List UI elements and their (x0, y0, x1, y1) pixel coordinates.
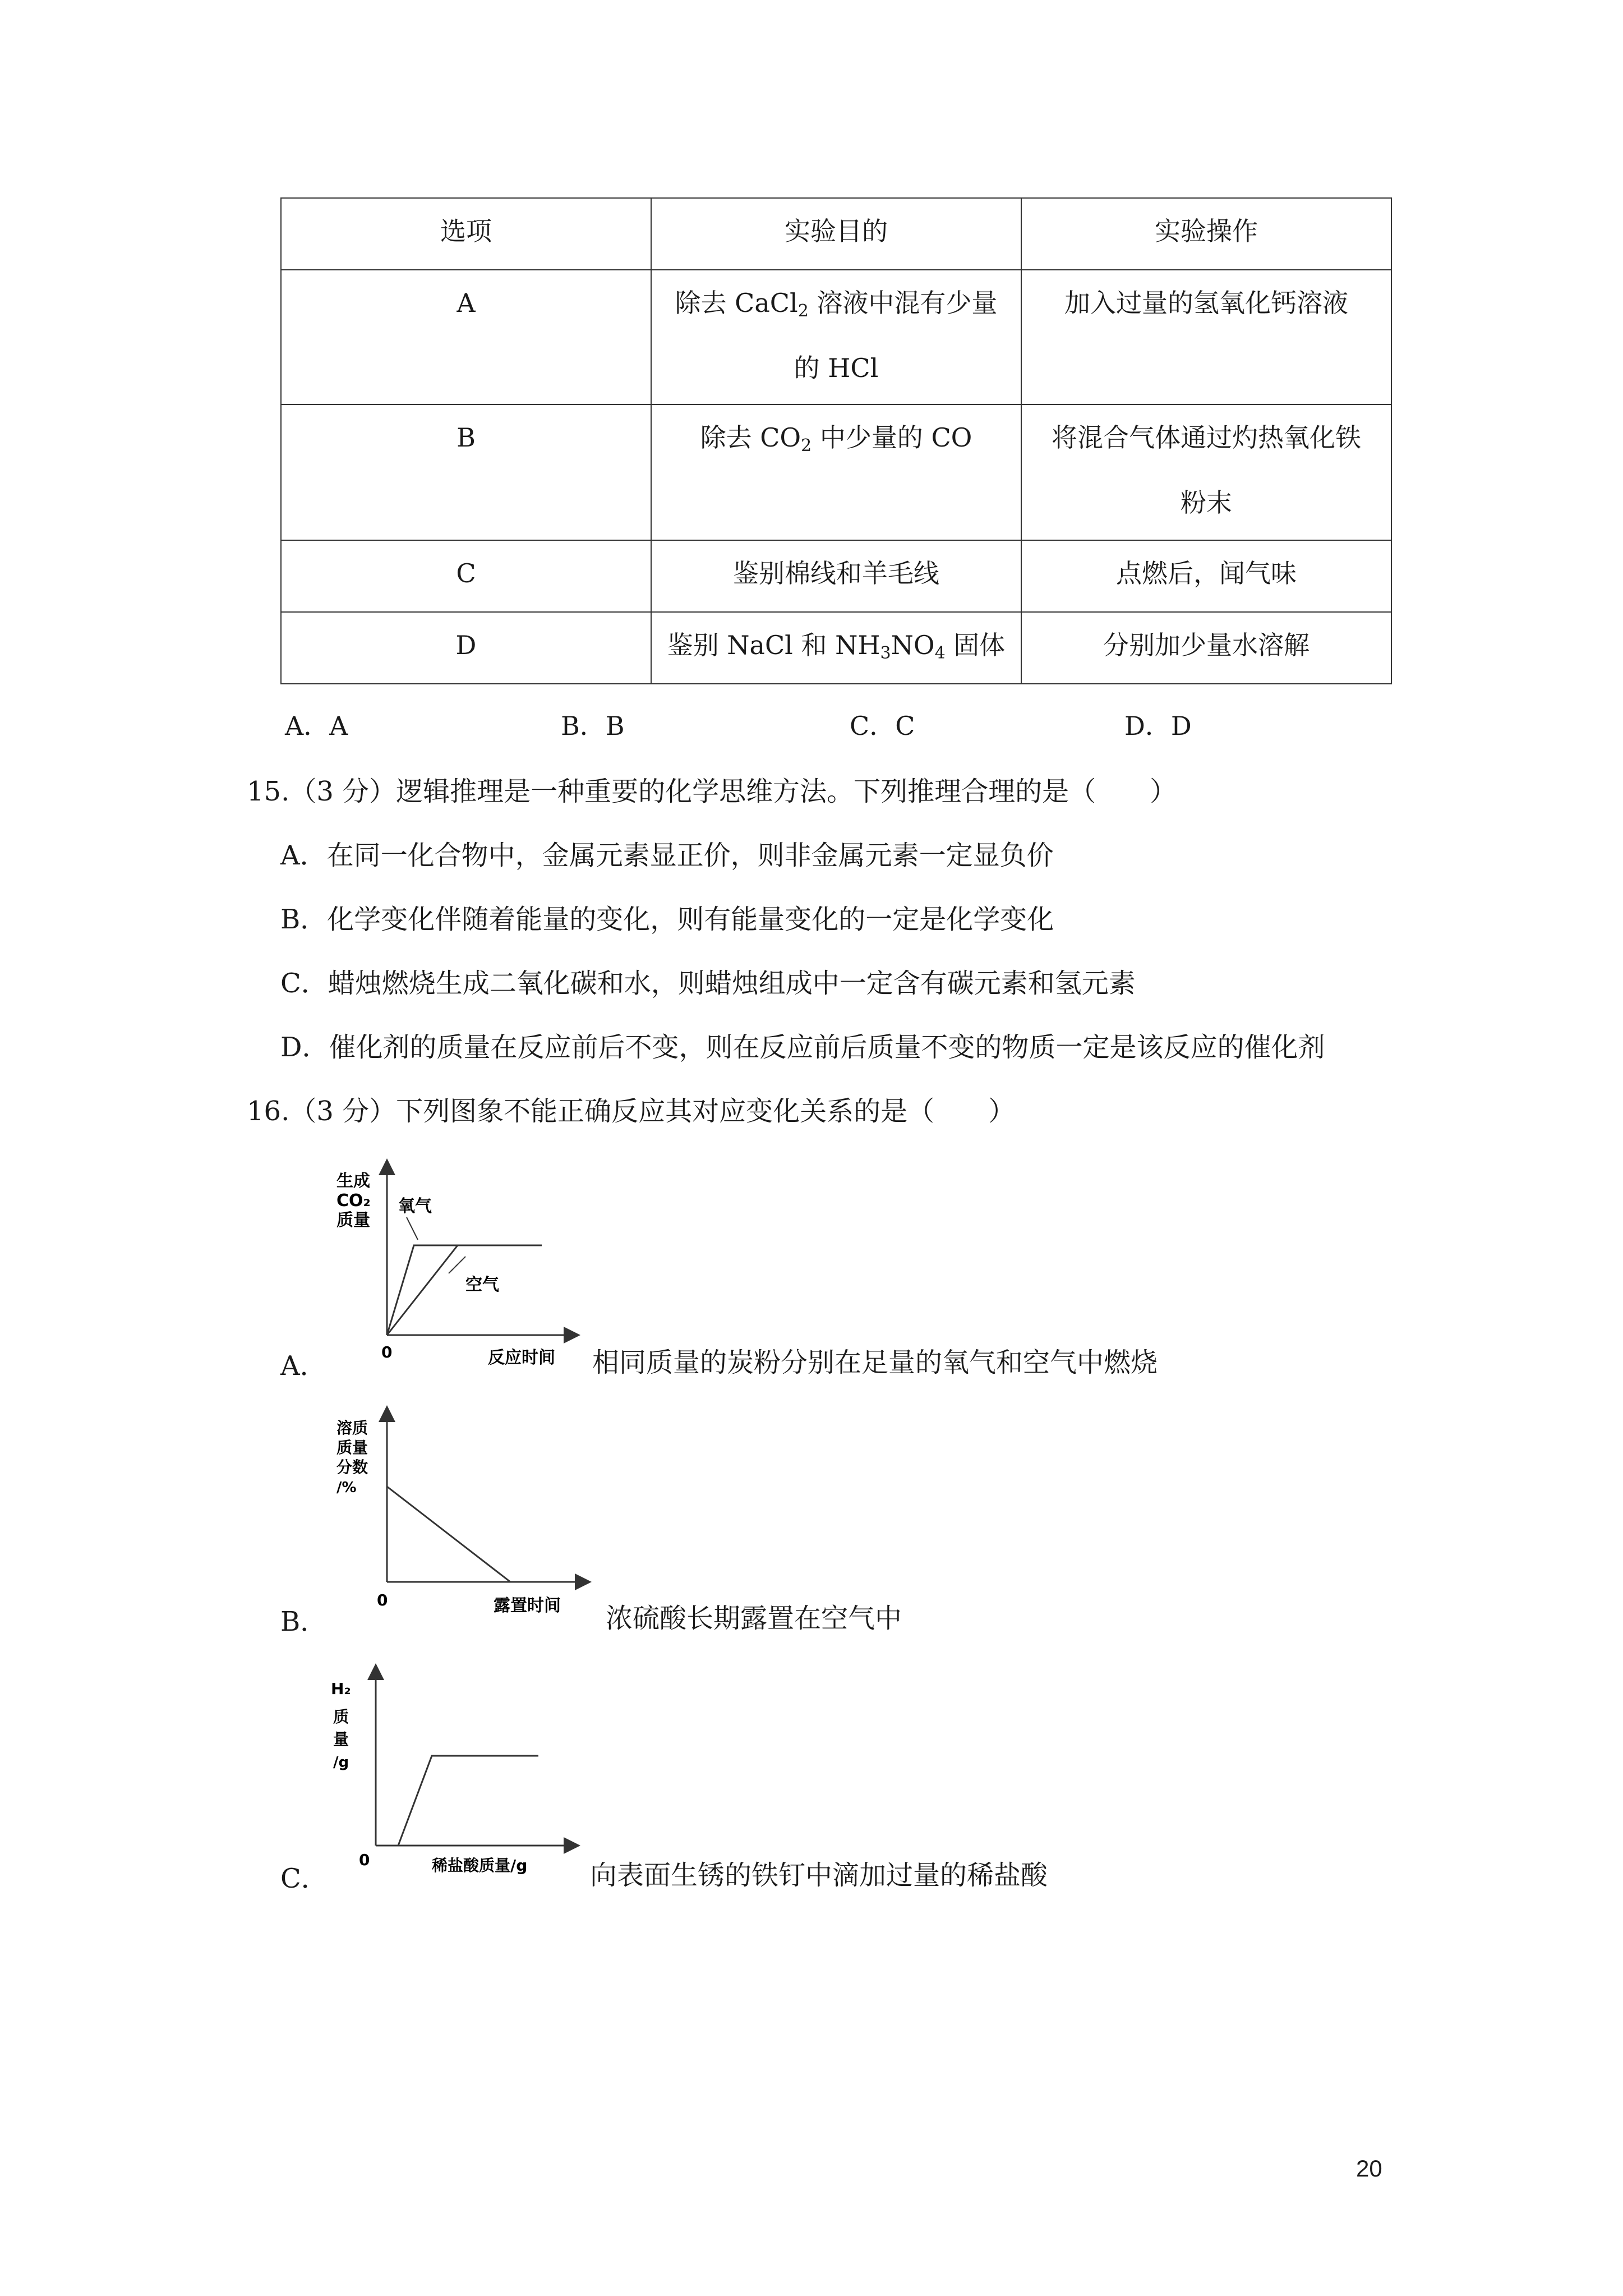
page-number: 20 (1356, 2155, 1382, 2182)
option-cell: C (281, 540, 651, 612)
graph-a (331, 1156, 583, 1374)
q16-option-a-caption: 相同质量的炭粉分别在足量的氧气和空气中燃烧 (592, 1347, 1158, 1378)
q15-option-b: B．化学变化伴随着能量的变化，则有能量变化的一定是化学变化 (280, 904, 1054, 935)
q16-option-c-letter: C． (280, 1863, 328, 1894)
table-header: 实验操作 (1021, 198, 1391, 270)
y-label-line: /% (336, 1479, 357, 1496)
options-table (280, 197, 1392, 684)
option-cell: D (281, 612, 651, 684)
x-label: 稀盐酸质量/g (432, 1856, 528, 1875)
h2-curve (398, 1756, 538, 1846)
table-header-row (281, 198, 1391, 270)
table-row (281, 404, 1391, 540)
choice-d: D．D (1124, 711, 1192, 741)
y-label-line: 质 (333, 1708, 349, 1726)
series-label-air: 空气 (465, 1275, 499, 1295)
concentration-line (387, 1487, 510, 1582)
table-row (281, 612, 1391, 684)
y-label-line: 质量 (336, 1438, 368, 1457)
q16-option-a-letter: A． (280, 1350, 327, 1382)
q16-option-b-caption: 浓硫酸长期露置在空气中 (606, 1603, 902, 1634)
table-row (281, 270, 1391, 404)
choice-c: C．C (850, 711, 915, 741)
origin-label: 0 (359, 1851, 370, 1869)
y-label-line: 量 (333, 1730, 349, 1749)
table-header: 实验目的 (651, 198, 1021, 270)
option-cell: A (281, 270, 651, 404)
q16-option-c-caption: 向表面生锈的铁钉中滴加过量的稀盐酸 (590, 1860, 1048, 1891)
purpose-cell: 除去 CaCl$_2$ 溶液中混有少量 的 HCl (651, 270, 1021, 404)
q16-option-b-letter: B． (280, 1606, 328, 1637)
air-curve (387, 1245, 458, 1335)
graph-b (331, 1402, 594, 1627)
origin-label: 0 (381, 1343, 393, 1361)
choice-b: B．B (561, 711, 625, 741)
q15-option-a: A．在同一化合物中，金属元素显正价，则非金属元素一定显负价 (280, 840, 1054, 871)
operation-cell: 分别加少量水溶解 (1021, 612, 1391, 684)
table-header: 选项 (281, 198, 651, 270)
table-row (281, 540, 1391, 612)
operation-cell: 加入过量的氢氧化钙溶液 (1021, 270, 1391, 404)
operation-cell: 点燃后，闻气味 (1021, 540, 1391, 612)
purpose-cell: 鉴别棉线和羊毛线 (651, 540, 1021, 612)
y-label-line: 质量 (336, 1211, 370, 1230)
y-label-line: CO₂ (336, 1191, 371, 1211)
y-label-line: 生成 (336, 1171, 370, 1191)
y-label-line: 分数 (336, 1458, 368, 1476)
series-label-oxygen: 氧气 (398, 1197, 432, 1216)
y-label-line: /g (333, 1754, 349, 1771)
q15-option-d: D．催化剂的质量在反应前后不变，则在反应前后质量不变的物质一定是该反应的催化剂 (280, 1032, 1325, 1063)
purpose-cell: 除去 $CO_2$ 中少量的 CO (651, 404, 1021, 540)
x-label: 反应时间 (488, 1348, 555, 1368)
operation-cell: 将混合气体通过灼热氧化铁 粉末 (1021, 404, 1391, 540)
origin-label: 0 (377, 1591, 388, 1609)
q15-option-c: C．蜡烛燃烧生成二氧化碳和水，则蜡烛组成中一定含有碳元素和氢元素 (280, 968, 1136, 999)
option-cell: B (281, 404, 651, 540)
question-15-stem: 15.（3 分）逻辑推理是一种重要的化学思维方法。下列推理合理的是（ ） (247, 776, 1177, 807)
choice-a: A．A (285, 711, 348, 741)
graph-c (325, 1660, 583, 1885)
x-label: 露置时间 (494, 1596, 561, 1616)
question-16-stem: 16.（3 分）下列图象不能正确反应其对应变化关系的是（ ） (247, 1096, 1016, 1127)
y-label-line: 溶质 (336, 1419, 368, 1437)
oxygen-pointer (407, 1217, 418, 1240)
air-pointer (449, 1257, 465, 1273)
purpose-cell: 鉴别 NaCl 和 $NH_3NO_4$ 固体 (651, 612, 1021, 684)
oxygen-curve (387, 1245, 542, 1335)
y-label-line: H₂ (331, 1680, 351, 1698)
